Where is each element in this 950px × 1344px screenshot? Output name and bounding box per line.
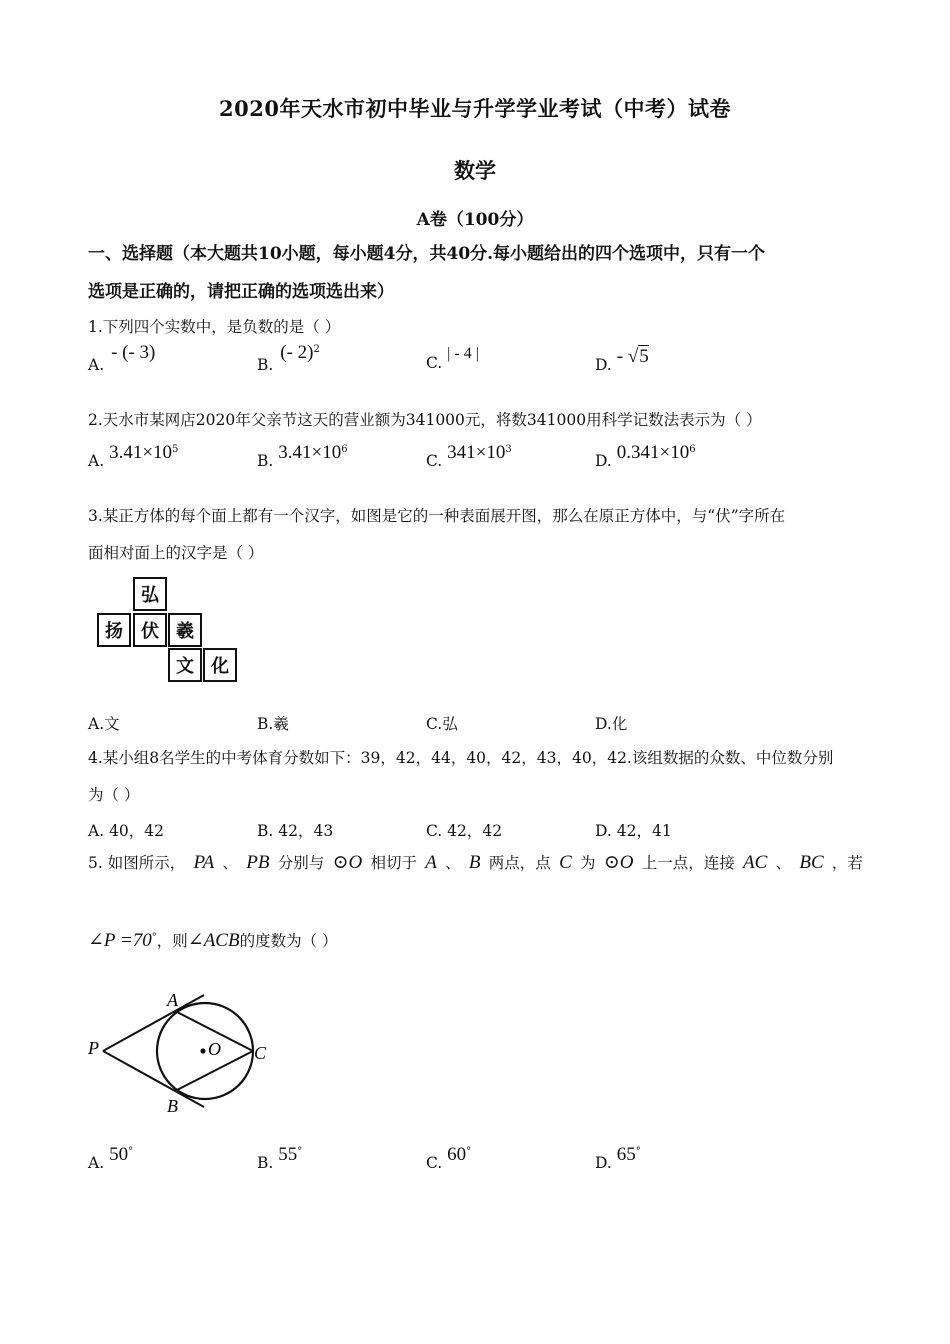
net-cell-bottom1: 文 [168, 648, 202, 682]
label-o: O [208, 1039, 221, 1059]
q1-option-b: B. (- 2)$^2$ [257, 342, 320, 374]
net-cell-top: 弘 [133, 577, 167, 611]
q4-option-d: D. 42，41 [595, 822, 672, 840]
q1-option-d: D. - √5 [595, 346, 649, 374]
q3-option-d: D.化 [595, 715, 628, 733]
q1-option-a: A. - (- 3) [88, 342, 156, 374]
q4-stem-line1: 4.某小组8名学生的中考体育分数如下：39，42，44，40，42，43，40，42.该组数据的众数、中位数分别 [88, 749, 834, 767]
label-p: P [88, 1038, 99, 1058]
paper-part-title: A卷（100分） [416, 210, 534, 230]
q5-option-b: B. 55° [257, 1144, 303, 1172]
label-a: A [167, 990, 178, 1010]
q4-option-c: C. 42，42 [426, 822, 503, 840]
q3-option-c: C.弘 [426, 715, 458, 733]
exam-title: 2020年天水市初中毕业与升学学业考试（中考）试卷 [219, 96, 731, 121]
net-cell-center: 伏 [133, 613, 167, 647]
q3-option-b: B.羲 [257, 715, 289, 733]
section1-heading-line1: 一、选择题（本大题共10小题，每小题4分，共40分.每小题给出的四个选项中，只有一个 [88, 244, 766, 264]
q3-stem-line1: 3.某正方体的每个面上都有一个汉字，如图是它的一种表面展开图，那么在原正方体中，与“伏”字所在 [88, 507, 786, 525]
net-cell-right: 羲 [168, 613, 202, 647]
q2-option-a: A. $3.41\times 10^5$ [88, 442, 179, 470]
q3-option-a: A.文 [88, 715, 120, 733]
center-point [200, 1048, 205, 1053]
q5-stem-line1: 5. 如图所示， PA 、 PB 分别与 ⊙O 相切于 A 、 B 两点，点 C 为 ⊙O 上一点，连接 AC 、 BC ，若 [88, 852, 863, 873]
tangent-pb [103, 1051, 204, 1107]
q4-option-a: A. 40，42 [88, 822, 165, 840]
q2-option-c: C. $341\times 10^3$ [426, 442, 512, 470]
q1-option-c: C. | - 4 | [426, 345, 479, 372]
q4-option-b: B. 42，43 [257, 822, 334, 840]
q5-option-d: D. 65° [595, 1144, 641, 1172]
q5-option-a: A. 50° [88, 1144, 134, 1172]
q1-stem: 1.下列四个实数中，是负数的是（ ） [88, 318, 341, 336]
q5-option-c: C. 60° [426, 1144, 472, 1172]
net-cell-bottom2: 化 [203, 648, 237, 682]
q2-option-b: B. $3.41\times 10^6$ [257, 442, 348, 470]
q5-stem-line2: ∠P =70°，则∠ACB的度数为（ ） [88, 930, 338, 952]
label-c: C [254, 1043, 267, 1063]
q2-stem: 2.天水市某网店2020年父亲节这天的营业额为341000元，将数341000用科学记数法表示为（ ） [88, 411, 762, 429]
q3-stem-line2: 面相对面上的汉字是（ ） [88, 544, 264, 562]
q4-stem-line2: 为（ ） [88, 786, 140, 804]
q2-option-d: D. $0.341\times 10^6$ [595, 442, 696, 470]
section1-heading-line2: 选项是正确的，请把正确的选项选出来） [88, 282, 394, 302]
subject-title: 数学 [454, 158, 496, 183]
label-b: B [167, 1096, 178, 1115]
net-cell-left: 扬 [97, 613, 131, 647]
tangent-pa [103, 995, 204, 1051]
tangent-circle-figure [82, 985, 282, 1115]
